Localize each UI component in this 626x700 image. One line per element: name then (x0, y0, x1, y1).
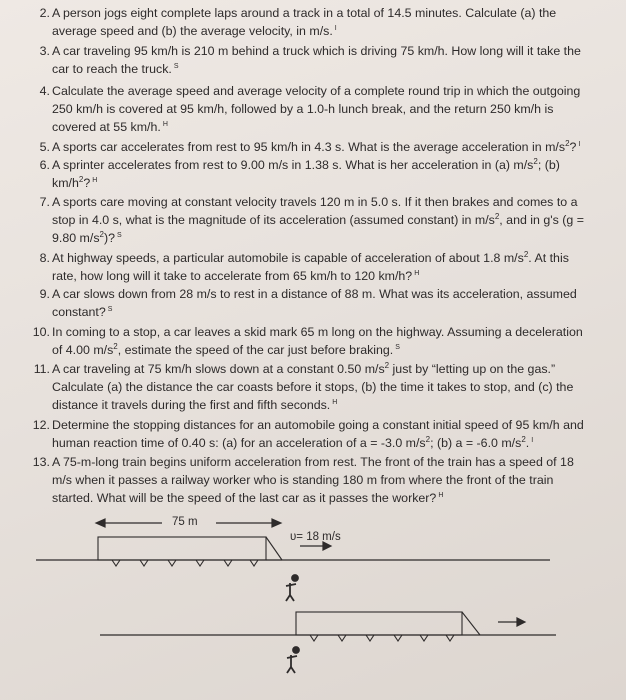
difficulty-tag: I (531, 436, 534, 444)
problem-number: 6. (39, 158, 50, 172)
train-passing (296, 612, 480, 641)
problem-text: A person jogs eight complete laps around a track in a total of 14.5 minutes. Calculate (a) the average speed and (b) the average velocity, in m/s. (52, 6, 557, 38)
worker-figure-upper (286, 575, 298, 601)
superscript: 2 (533, 156, 538, 166)
problem-text: Determine the stopping distances for an automobile going a constant initial speed of 95 km/h and human reaction time of 0.40 s: (a) for an acceleration of a = -3.0 m/s (52, 418, 584, 450)
difficulty-tag: H (92, 176, 98, 184)
problem-number: 7. (39, 195, 50, 209)
problem-number: 8. (39, 251, 50, 265)
problem-text: A car traveling at 75 km/h slows down at a constant 0.50 m/s (52, 362, 385, 376)
problem-text: A sprinter accelerates from rest to 9.00 m/s in 1.38 s. What is her acceleration in (a) m/s (52, 158, 534, 172)
difficulty-tag: I (578, 140, 581, 148)
superscript: 2 (565, 138, 570, 148)
superscript: 2 (113, 341, 118, 351)
superscript: 2 (384, 360, 390, 370)
difficulty-tag: H (414, 269, 420, 277)
worksheet: 2. A person jogs eight complete laps around a track in a total of 14.5 minutes. Calculate (a) the average speed and (b) the average velocity, in m/s. $^I$ 3. A car traveling 95 km/h is 210 m behind a truck which is driving 75 km/h. How long will it take the car to reach the truck. $^S$ 4. Calculate the average speed and average velocity of a complete round trip in which the outgoing 250 km/h is covered at 95 km/h, followed by a 1.0-h lunch break, and the return 250 km/h is covered at 55 km/h. $^H$ 5. A sports car accelerates from rest to 95 km/h in 4.3 s. What is the average acceleration in $m/s^2$? $^I$ 6. A sprinter accelerates from rest to 9.00 m/s in 1.38 s. What is her acceleration in (a) $m/s^2$; (b) $km/h^2$? $^H$ 7. A sports care moving at constant velocity travels 120 m in 5.0 s. If it then brakes and comes to a stop in 4.0 s, what is the magnitude of its acceleration (assumed constant) in $m/s^2$, and in g's (g = 9.80 $m/s^2$)? $^S$ 8. At highway speeds, a particular automobile is capable of acceleration of about 1.8 $m/s^2$. At this rate, how long will it take to accelerate from 65 km/h to 120 km/h? $^H$ 9. A car slows down from 28 m/s to rest in a distance of 88 m. What was its acceleration, assumed constant? $^S$ 10. In coming to a stop, a car leaves a skid mark 65 m long on the highway. Assuming a deceleration of 4.00 $m/s^2$, estimate the speed of the car just before braking. $^S$ 11. A car traveling at 75 km/h slows down at a constant 0.50 $m/s^2$ just by “letting up on the gas.” Calculate (a) the distance the car coasts before it stops, (b) the time it takes to stop, and (c) the distance it travels during the first and fifth seconds. $^H$ 12. Determine the stopping distances for an automobile going a constant initial speed of 95 km/h and human reaction time of 0.40 s: (a) for an acceleration of a = -3.0 $m/s^2$; (b) a = -6.0 $m/s^2$. $^I$ 13. A 75-m-long train begins uniform acceleration from rest. The front of the train has a speed of 18 m/s when it passes a railway worker who is standing 180 m from where the front of the train started. What will be the speed of the last car as it passes the worker? $^H$ 75 m υ= 18 m/s (0, 0, 626, 700)
problem-number: 4. (39, 84, 50, 98)
difficulty-tag: S (395, 343, 400, 351)
problem-text: A 75-m-long train begins uniform acceleration from rest. The front of the train has a speed of 18 m/s when it passes a railway worker who is standing 180 m from where the front of the train started. What will be the speed of the last car as it passes the worker? (52, 455, 574, 505)
problem-text: Calculate the average speed and average velocity of a complete round trip in which the outgoing 250 km/h is covered at 95 km/h, followed by a 1.0-h lunch break, and the return 250 km/h is covered at 55 km/h. (52, 84, 581, 134)
motion-arrow-lower (498, 618, 525, 626)
problem-text: A sports car accelerates from rest to 95 km/h in 4.3 s. What is the average acceleration in m/s (52, 140, 566, 154)
problem-number: 5. (39, 140, 50, 154)
problem-text: A car slows down from 28 m/s to rest in a distance of 88 m. What was its acceleration, assumed constant? (52, 287, 577, 319)
difficulty-tag: H (332, 398, 338, 406)
worker-figure-lower (287, 647, 299, 673)
problem-number: 2. (39, 6, 50, 20)
difficulty-tag: S (173, 62, 179, 70)
superscript: 2 (78, 174, 84, 184)
problem-number: 12. (32, 418, 50, 432)
difficulty-tag: H (438, 491, 444, 499)
superscript: 2 (523, 249, 529, 259)
problem-number: 3. (39, 44, 50, 58)
problem-text: A sports care moving at constant velocity travels 120 m in 5.0 s. If it then brakes and comes to a stop in 4.0 s, what is the magnitude of its acceleration (assumed constant) in m/s (52, 195, 578, 227)
problem-number: 11. (33, 362, 50, 376)
superscript: 2 (494, 211, 500, 221)
problem-text: A car traveling 95 km/h is 210 m behind a truck which is driving 75 km/h. How long will it take the car to reach the truck. (52, 44, 581, 76)
length-label: 75 m (172, 516, 198, 528)
difficulty-tag: H (162, 120, 168, 128)
problem-text: At highway speeds, a particular automobile is capable of acceleration of about 1.8 m/s (52, 251, 524, 265)
problem-number: 13. (32, 455, 50, 469)
difficulty-tag: S (117, 231, 122, 239)
problem-number: 10. (32, 325, 50, 339)
problem-number: 9. (39, 287, 50, 301)
problem-text: In coming to a stop, a car leaves a skid mark 65 m long on the highway. Assuming a deceleration of 4.00 m/s (52, 325, 583, 357)
difficulty-tag: I (334, 24, 337, 32)
superscript: 2 (99, 229, 104, 239)
velocity-arrow (300, 542, 331, 550)
superscript: 2 (425, 434, 431, 444)
superscript: 2 (521, 434, 526, 444)
speed-label: υ= 18 m/s (290, 531, 341, 543)
train-start (98, 537, 282, 566)
difficulty-tag: S (107, 305, 113, 313)
